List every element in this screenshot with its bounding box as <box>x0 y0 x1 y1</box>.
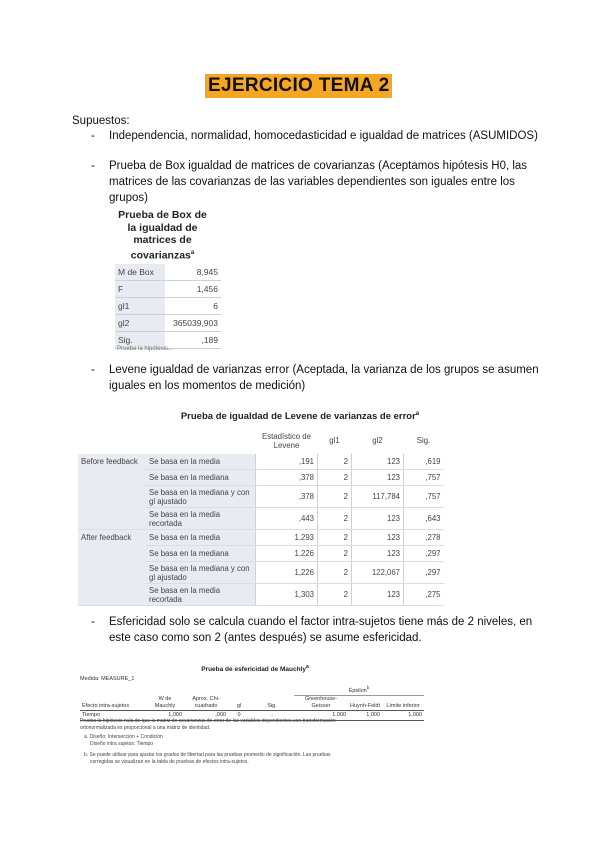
bullet-dash: - <box>91 616 95 628</box>
table-row: gl1 6 <box>115 298 221 315</box>
group-label: Before feedback <box>78 454 146 530</box>
col-header: Estadístico de Levene <box>262 431 311 450</box>
table-row: Se basa en la media recortada 1,303 2 123 ,275 <box>78 584 444 606</box>
bullet-text: iguales en los momentos de medición) <box>109 380 306 392</box>
bullet-assumptions <box>91 128 551 144</box>
bullet-text: Independencia, normalidad, homocedasticidad e igualdad de matrices (ASUMIDOS) <box>109 130 538 142</box>
levene-table-title: Prueba de igualdad de Levene de varianzas de error$^a$ <box>180 411 420 423</box>
bullet-sphericity <box>91 614 561 646</box>
table-row: Se basa en la mediana y con gl ajustado 1,226 2 122,067 ,297 <box>78 562 444 584</box>
mauchly-table <box>80 684 424 721</box>
box-table <box>115 264 221 349</box>
box-table-title: Prueba de Box de la igualdad de matrices de covarianzas$^a$ <box>118 209 207 261</box>
mauchly-note: Diseño intra sujetos: Tiempo <box>90 741 154 747</box>
bullet-text: Prueba de Box igualdad de matrices de covarianzas (Aceptamos hipótesis H0, las <box>109 160 528 172</box>
table-header-row <box>78 427 444 454</box>
bullet-text: Levene igualdad de varianzas error (Aceptada, la varianza de los grupos se asumen <box>109 364 539 376</box>
mauchly-table-title: Prueba de esfericidad de Mauchly$^a$ <box>201 664 309 674</box>
bullet-levene <box>91 362 551 394</box>
mauchly-measure: Medida: MEASURE_1 <box>80 676 135 682</box>
table-row: Se basa en la mediana 1,226 2 123 ,297 <box>78 546 444 562</box>
group-label: After feedback <box>78 530 146 606</box>
mauchly-note: Prueba la hipótesis nula de que la matriz de covarianzas de error de las variables dependientes con transformación <box>80 718 336 724</box>
table-row: Sig. ,189 <box>115 332 221 349</box>
bullet-dash: - <box>91 364 95 376</box>
table-row: After feedback Se basa en la media 1,293 2 123 ,278 <box>78 530 444 546</box>
col-header: gl1 <box>329 436 340 445</box>
col-header: Sig. <box>416 436 431 445</box>
bullet-text: este caso como son 2 (antes después) se asume esfericidad. <box>109 632 422 644</box>
table-row: Se basa en la media recortada ,443 2 123 ,643 <box>78 508 444 530</box>
levene-table <box>78 427 444 606</box>
epsilon-header: Épsilon$^b$ <box>294 684 424 695</box>
table-row: Before feedback Se basa en la media ,191 2 123 ,619 <box>78 454 444 470</box>
mauchly-note: b. Se puede utilizar para ajustar los grados de libertad para las pruebas promedio de significación. Las pruebas <box>84 752 331 758</box>
page-title: EJERCICIO TEMA 2 <box>205 74 392 98</box>
table-row: F 1,456 <box>115 281 221 298</box>
col-header: gl2 <box>372 436 383 445</box>
mauchly-note: a. Diseño: Intersección + Condición <box>84 734 163 740</box>
bullet-dash: - <box>91 130 95 142</box>
bullet-text: grupos) <box>109 192 148 204</box>
table-header-row: Efecto intra-sujetos W de Mauchly Aprox. Chi-cuadrado gl Sig. Greenhouse-Geisser Huynh-Feldt Límite inferior <box>80 695 424 710</box>
supuestos-label: Supuestos: <box>72 115 130 127</box>
mauchly-note: corregidas se visualizan en la tabla de pruebas de efectos intra-sujetos. <box>90 759 249 765</box>
table-row: Tiempo 1,000 ,000 0 . 1,000 1,000 1,000 <box>80 710 424 720</box>
table-row: Se basa en la mediana ,378 2 123 ,757 <box>78 470 444 486</box>
bullet-text: Esfericidad solo se calcula cuando el factor intra-sujetos tiene más de 2 niveles, en <box>109 616 533 628</box>
bullet-text: matrices de las covarianzas de las variables dependientes son iguales entre los <box>109 176 515 188</box>
mauchly-note: ortonormalizada es proporcional a una matriz de identidad. <box>80 725 211 731</box>
bullet-box-test <box>91 158 551 206</box>
table-row: Se basa en la mediana y con gl ajustado ,378 2 117,784 ,757 <box>78 486 444 508</box>
table-row: gl2 365039,903 <box>115 315 221 332</box>
bullet-dash: - <box>91 160 95 172</box>
box-footnote: Prueba la hipótesis... <box>117 346 174 352</box>
table-row: M de Box 8,945 <box>115 264 221 281</box>
